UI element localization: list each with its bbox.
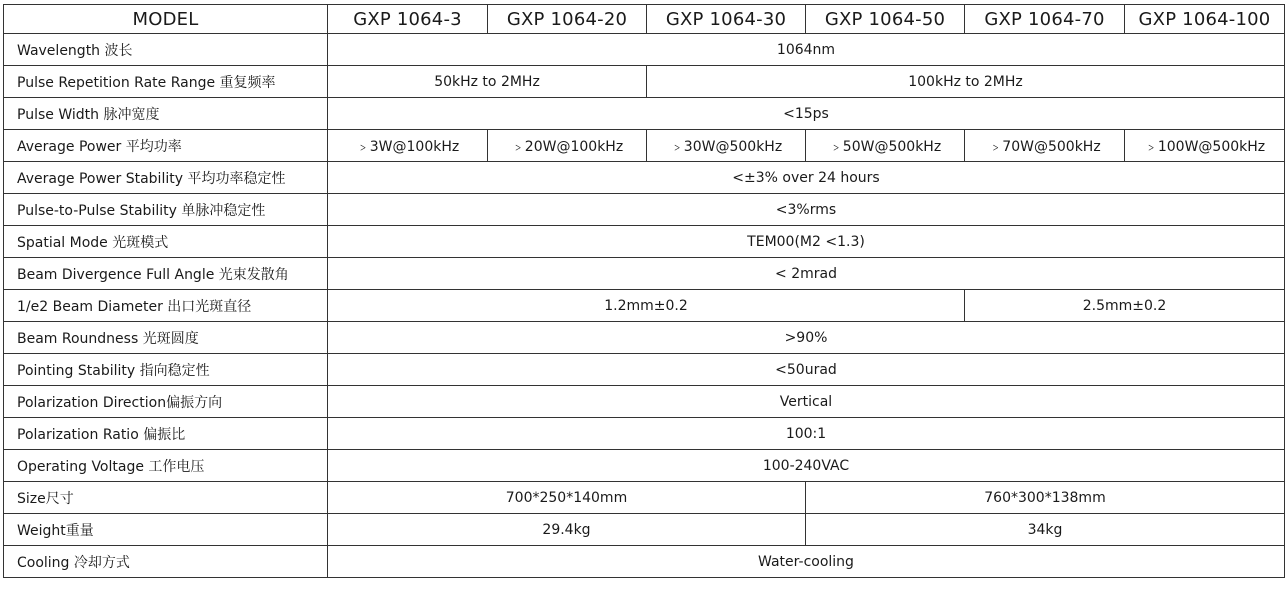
table-row — [4, 162, 1285, 194]
table-row — [4, 354, 1285, 386]
table-row — [4, 418, 1285, 450]
table-header-row — [4, 5, 1285, 34]
spec-label: Pulse Repetition Rate Range 重复频率 — [4, 66, 328, 98]
model-column-header: GXP 1064-70 — [965, 5, 1125, 34]
spec-value: <15ps — [328, 98, 1285, 130]
spec-table — [3, 4, 1285, 578]
table-row — [4, 98, 1285, 130]
spec-value: 2.5mm±0.2 — [965, 290, 1285, 322]
spec-label: 1/e2 Beam Diameter 出口光斑直径 — [4, 290, 328, 322]
spec-value: <50urad — [328, 354, 1285, 386]
model-column-header: GXP 1064-20 — [488, 5, 647, 34]
table-row — [4, 450, 1285, 482]
model-column-header: GXP 1064-30 — [647, 5, 806, 34]
model-column-header: GXP 1064-100 — [1125, 5, 1285, 34]
table-row — [4, 546, 1285, 578]
table-row — [4, 514, 1285, 546]
spec-table-body — [4, 34, 1285, 578]
spec-value: >90% — [328, 322, 1285, 354]
spec-label: Cooling 冷却方式 — [4, 546, 328, 578]
spec-label: Beam Divergence Full Angle 光束发散角 — [4, 258, 328, 290]
table-row — [4, 130, 1285, 162]
model-column-header: GXP 1064-50 — [806, 5, 965, 34]
spec-value: 100kHz to 2MHz — [647, 66, 1285, 98]
spec-value: 760*300*138mm — [806, 482, 1285, 514]
spec-value: <±3% over 24 hours — [328, 162, 1285, 194]
spec-value: TEM00(M2 <1.3) — [328, 226, 1285, 258]
spec-value: ﹥50W@500kHz — [806, 130, 965, 162]
spec-value: 29.4kg — [328, 514, 806, 546]
spec-label: Polarization Direction偏振方向 — [4, 386, 328, 418]
table-row — [4, 226, 1285, 258]
table-row — [4, 194, 1285, 226]
spec-label: Beam Roundness 光斑圆度 — [4, 322, 328, 354]
table-row — [4, 258, 1285, 290]
model-column-header: GXP 1064-3 — [328, 5, 488, 34]
table-row — [4, 34, 1285, 66]
spec-value: 100:1 — [328, 418, 1285, 450]
model-header: MODEL — [4, 5, 328, 34]
spec-value: 700*250*140mm — [328, 482, 806, 514]
spec-value: ﹥20W@100kHz — [488, 130, 647, 162]
spec-label: Operating Voltage 工作电压 — [4, 450, 328, 482]
spec-value: ﹥100W@500kHz — [1125, 130, 1285, 162]
spec-label: Pulse-to-Pulse Stability 单脉冲稳定性 — [4, 194, 328, 226]
spec-label: Pointing Stability 指向稳定性 — [4, 354, 328, 386]
spec-value: ﹥30W@500kHz — [647, 130, 806, 162]
spec-value: Vertical — [328, 386, 1285, 418]
spec-value: 1064nm — [328, 34, 1285, 66]
table-row — [4, 482, 1285, 514]
spec-label: Average Power Stability 平均功率稳定性 — [4, 162, 328, 194]
spec-label: Pulse Width 脉冲宽度 — [4, 98, 328, 130]
spec-label: Wavelength 波长 — [4, 34, 328, 66]
spec-value: ﹥70W@500kHz — [965, 130, 1125, 162]
spec-label: Spatial Mode 光斑模式 — [4, 226, 328, 258]
spec-value: < 2mrad — [328, 258, 1285, 290]
spec-value: 1.2mm±0.2 — [328, 290, 965, 322]
table-row — [4, 386, 1285, 418]
spec-label: Weight重量 — [4, 514, 328, 546]
spec-value: Water-cooling — [328, 546, 1285, 578]
table-row — [4, 66, 1285, 98]
spec-value: 34kg — [806, 514, 1285, 546]
spec-value: <3%rms — [328, 194, 1285, 226]
spec-value: 50kHz to 2MHz — [328, 66, 647, 98]
spec-value: ﹥3W@100kHz — [328, 130, 488, 162]
spec-label: Polarization Ratio 偏振比 — [4, 418, 328, 450]
spec-value: 100-240VAC — [328, 450, 1285, 482]
table-row — [4, 290, 1285, 322]
spec-label: Average Power 平均功率 — [4, 130, 328, 162]
spec-label: Size尺寸 — [4, 482, 328, 514]
table-row — [4, 322, 1285, 354]
